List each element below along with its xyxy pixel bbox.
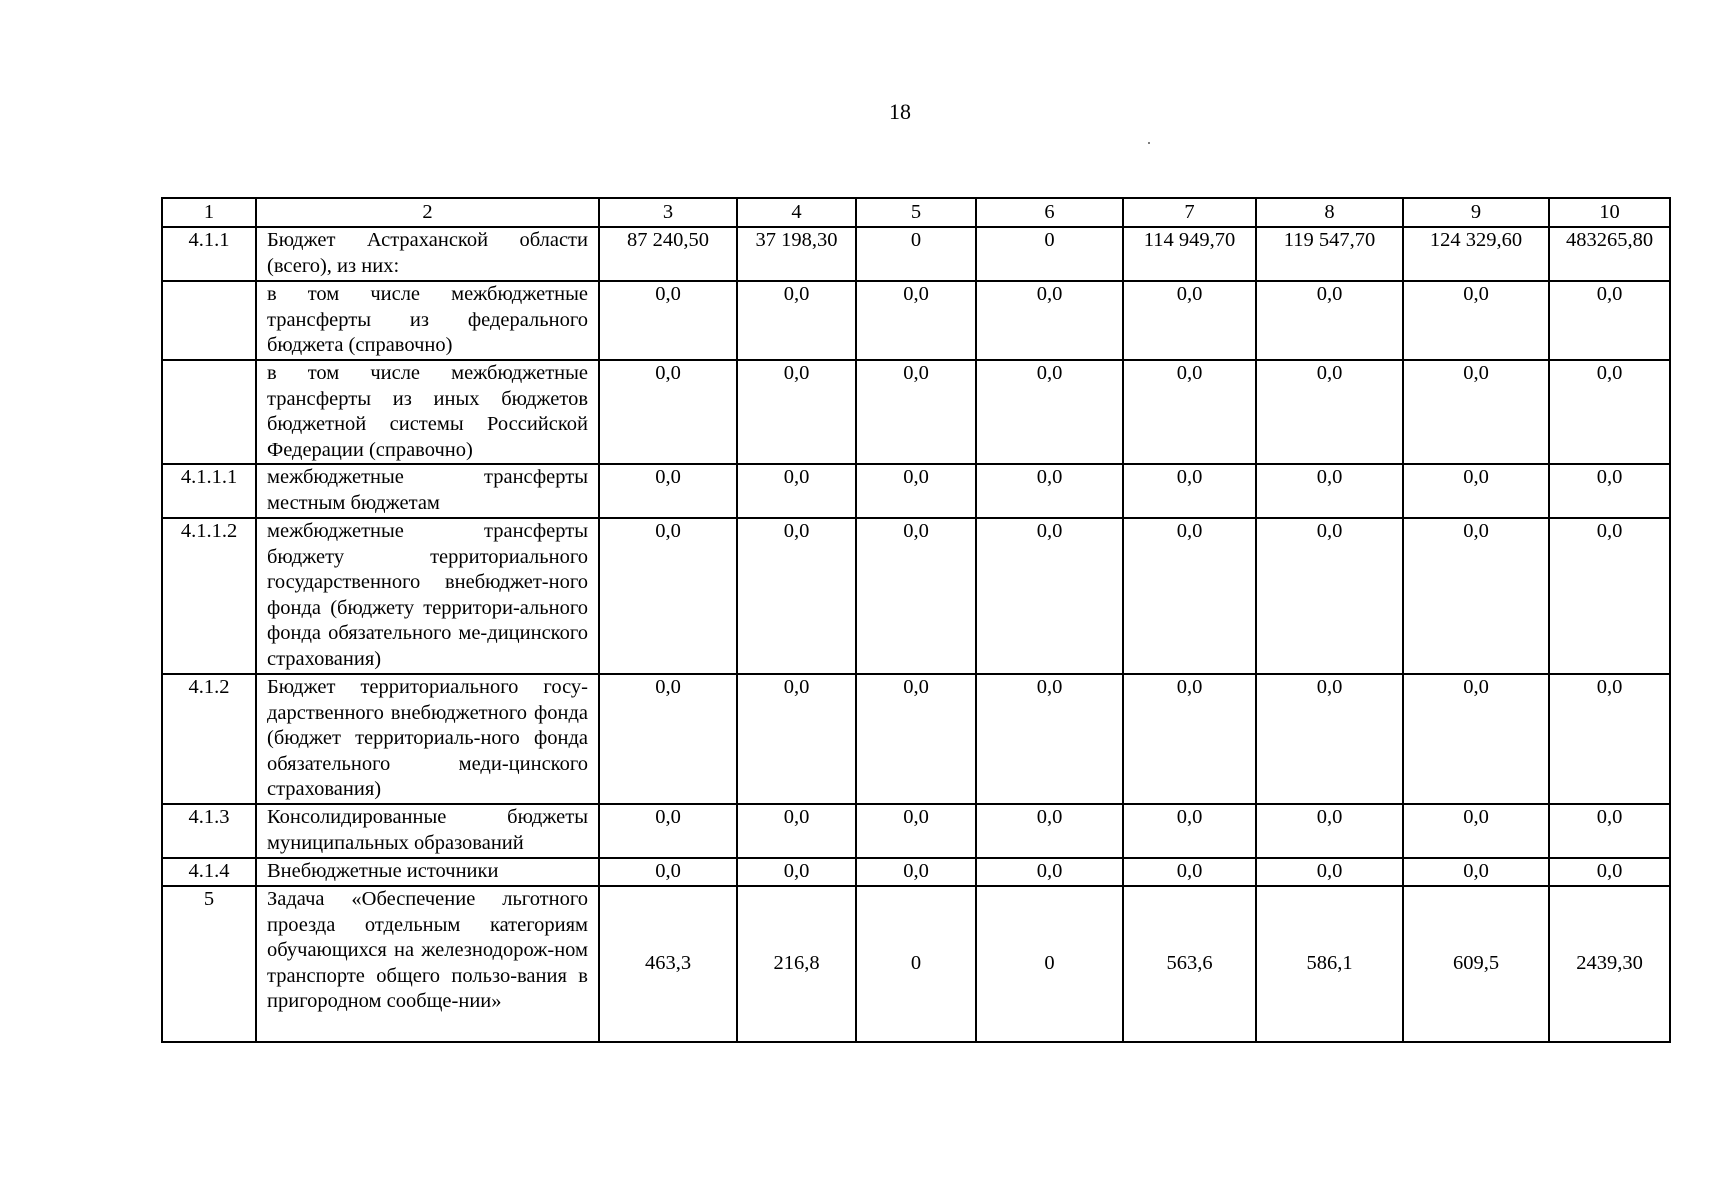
value-cell: 0,0 bbox=[856, 464, 976, 518]
header-cell: 2 bbox=[256, 198, 599, 227]
value-cell: 0,0 bbox=[976, 464, 1123, 518]
table-row bbox=[162, 858, 1670, 886]
value-cell: 463,3 bbox=[599, 886, 737, 1042]
value-cell: 0,0 bbox=[976, 858, 1123, 886]
value-cell: 0,0 bbox=[1549, 518, 1670, 674]
value-cell: 0,0 bbox=[1256, 281, 1403, 360]
row-description: межбюджетные трансферты местным бюджетам bbox=[256, 464, 599, 518]
value-cell: 0,0 bbox=[599, 804, 737, 858]
value-cell: 0,0 bbox=[599, 281, 737, 360]
row-code: 4.1.1 bbox=[162, 227, 256, 281]
value-cell: 0,0 bbox=[856, 360, 976, 464]
value-cell: 0,0 bbox=[1403, 518, 1549, 674]
value-cell: 0,0 bbox=[737, 360, 856, 464]
table-row bbox=[162, 464, 1670, 518]
row-code: 5 bbox=[162, 886, 256, 1042]
table-header-row bbox=[162, 198, 1670, 227]
row-description: в том числе межбюджетные трансферты из иных бюджетов бюджетной системы Российской Федерации (справочно) bbox=[256, 360, 599, 464]
value-cell: 119 547,70 bbox=[1256, 227, 1403, 281]
table-row bbox=[162, 281, 1670, 360]
value-cell: 0,0 bbox=[599, 464, 737, 518]
header-cell: 5 bbox=[856, 198, 976, 227]
header-cell: 10 bbox=[1549, 198, 1670, 227]
value-cell: 0,0 bbox=[1549, 464, 1670, 518]
row-description: Бюджет Астраханской области (всего), из них: bbox=[256, 227, 599, 281]
row-code: 4.1.2 bbox=[162, 674, 256, 804]
table-row bbox=[162, 674, 1670, 804]
value-cell: 0,0 bbox=[1403, 360, 1549, 464]
table-row bbox=[162, 227, 1670, 281]
header-cell: 1 bbox=[162, 198, 256, 227]
value-cell: 0,0 bbox=[1256, 360, 1403, 464]
value-cell: 0 bbox=[856, 886, 976, 1042]
row-code bbox=[162, 360, 256, 464]
value-cell: 0,0 bbox=[856, 518, 976, 674]
value-cell: 0,0 bbox=[1549, 674, 1670, 804]
row-code: 4.1.1.1 bbox=[162, 464, 256, 518]
value-cell: 0,0 bbox=[976, 360, 1123, 464]
page-number: 18 bbox=[889, 99, 911, 124]
value-cell: 0,0 bbox=[599, 360, 737, 464]
table-row bbox=[162, 804, 1670, 858]
value-cell: 0,0 bbox=[976, 518, 1123, 674]
value-cell: 0,0 bbox=[1549, 804, 1670, 858]
row-description: Бюджет территориального госу-дарственного внебюджетного фонда (бюджет территориаль-ного фонда обязательного меди-цинского страхования) bbox=[256, 674, 599, 804]
value-cell: 2439,30 bbox=[1549, 886, 1670, 1042]
value-cell: 0,0 bbox=[1403, 464, 1549, 518]
value-cell: 0,0 bbox=[1403, 804, 1549, 858]
value-cell: 0,0 bbox=[1403, 281, 1549, 360]
value-cell: 0 bbox=[976, 886, 1123, 1042]
value-cell: 563,6 bbox=[1123, 886, 1256, 1042]
value-cell: 0,0 bbox=[856, 804, 976, 858]
value-cell: 87 240,50 bbox=[599, 227, 737, 281]
row-description: в том числе межбюджетные трансферты из федерального бюджета (справочно) bbox=[256, 281, 599, 360]
value-cell: 0,0 bbox=[856, 281, 976, 360]
budget-table bbox=[161, 197, 1671, 1043]
row-code: 4.1.4 bbox=[162, 858, 256, 886]
header-cell: 4 bbox=[737, 198, 856, 227]
value-cell: 0,0 bbox=[1123, 858, 1256, 886]
value-cell: 0,0 bbox=[1123, 674, 1256, 804]
row-description: межбюджетные трансферты бюджету территориального государственного внебюджет-ного фонда (бюджету территори-ального фонда обязательного ме-дицинского страхования) bbox=[256, 518, 599, 674]
value-cell: 0,0 bbox=[856, 858, 976, 886]
scan-speck bbox=[1148, 142, 1150, 144]
value-cell: 0,0 bbox=[1123, 518, 1256, 674]
value-cell: 124 329,60 bbox=[1403, 227, 1549, 281]
value-cell: 0,0 bbox=[1123, 360, 1256, 464]
table-row bbox=[162, 360, 1670, 464]
header-cell: 8 bbox=[1256, 198, 1403, 227]
value-cell: 586,1 bbox=[1256, 886, 1403, 1042]
value-cell: 0,0 bbox=[1256, 858, 1403, 886]
value-cell: 216,8 bbox=[737, 886, 856, 1042]
value-cell: 0,0 bbox=[856, 674, 976, 804]
value-cell: 609,5 bbox=[1403, 886, 1549, 1042]
value-cell: 0,0 bbox=[1256, 674, 1403, 804]
table-row bbox=[162, 518, 1670, 674]
value-cell: 0,0 bbox=[737, 281, 856, 360]
row-code bbox=[162, 281, 256, 360]
value-cell: 0,0 bbox=[1549, 360, 1670, 464]
value-cell: 0,0 bbox=[599, 674, 737, 804]
value-cell: 0,0 bbox=[1123, 464, 1256, 518]
header-cell: 3 bbox=[599, 198, 737, 227]
value-cell: 0,0 bbox=[1256, 464, 1403, 518]
row-code: 4.1.1.2 bbox=[162, 518, 256, 674]
value-cell: 0,0 bbox=[1123, 804, 1256, 858]
value-cell: 0,0 bbox=[599, 518, 737, 674]
header-cell: 9 bbox=[1403, 198, 1549, 227]
value-cell: 0 bbox=[976, 227, 1123, 281]
value-cell: 0,0 bbox=[1549, 858, 1670, 886]
value-cell: 0,0 bbox=[1256, 804, 1403, 858]
value-cell: 37 198,30 bbox=[737, 227, 856, 281]
value-cell: 0,0 bbox=[737, 858, 856, 886]
row-description: Задача «Обеспечение льготного проезда отдельным категориям обучающихся на железнодорож-ном транспорте общего пользо-вания в пригородном сообще-нии» bbox=[256, 886, 599, 1042]
value-cell: 0,0 bbox=[737, 518, 856, 674]
value-cell: 0,0 bbox=[976, 804, 1123, 858]
value-cell: 0,0 bbox=[737, 674, 856, 804]
header-cell: 7 bbox=[1123, 198, 1256, 227]
value-cell: 0 bbox=[856, 227, 976, 281]
value-cell: 0,0 bbox=[737, 804, 856, 858]
value-cell: 0,0 bbox=[1123, 281, 1256, 360]
value-cell: 0,0 bbox=[1256, 518, 1403, 674]
value-cell: 483265,80 bbox=[1549, 227, 1670, 281]
table-row bbox=[162, 886, 1670, 1042]
value-cell: 0,0 bbox=[737, 464, 856, 518]
value-cell: 0,0 bbox=[976, 281, 1123, 360]
value-cell: 0,0 bbox=[1403, 674, 1549, 804]
value-cell: 114 949,70 bbox=[1123, 227, 1256, 281]
row-description: Внебюджетные источники bbox=[256, 858, 599, 886]
value-cell: 0,0 bbox=[599, 858, 737, 886]
row-code: 4.1.3 bbox=[162, 804, 256, 858]
value-cell: 0,0 bbox=[1549, 281, 1670, 360]
header-cell: 6 bbox=[976, 198, 1123, 227]
row-description: Консолидированные бюджеты муниципальных образований bbox=[256, 804, 599, 858]
value-cell: 0,0 bbox=[976, 674, 1123, 804]
value-cell: 0,0 bbox=[1403, 858, 1549, 886]
